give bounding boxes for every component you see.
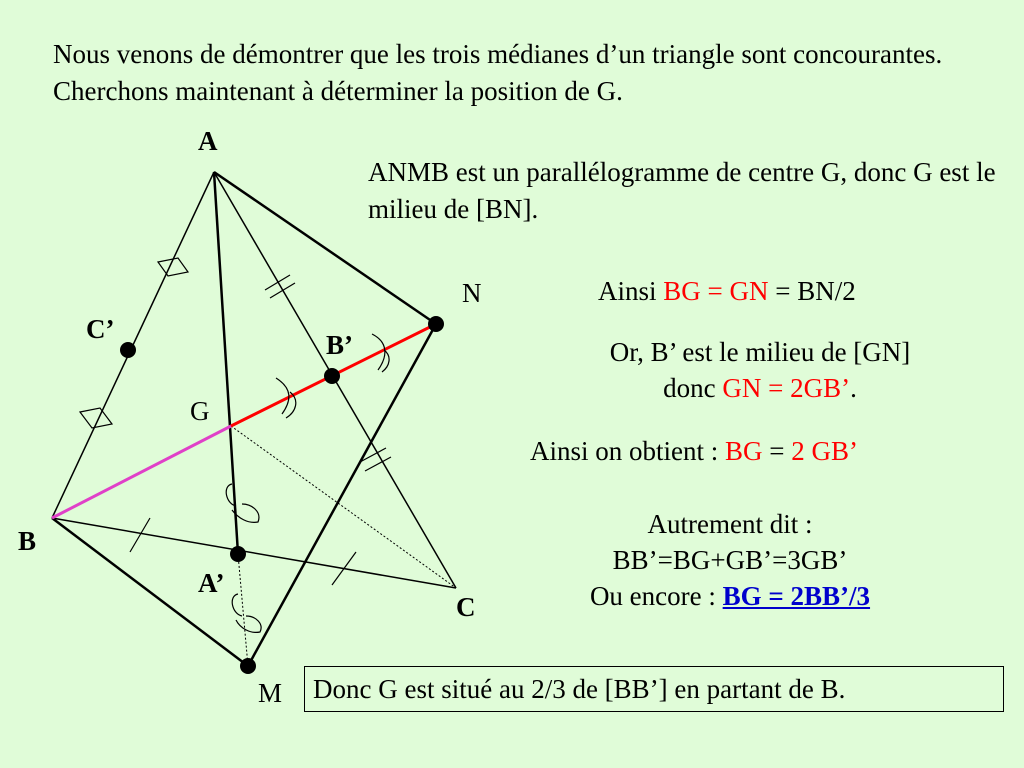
point-b-prime: [324, 368, 340, 384]
donc-suffix: .: [850, 373, 857, 403]
segment-bg: [52, 426, 231, 518]
ou-encore-prefix: Ou encore :: [589, 581, 723, 611]
equals-sign: =: [762, 436, 792, 466]
curve-mark-2: [232, 594, 261, 632]
gn-equality: GN = 2GB’: [722, 373, 851, 403]
side-nm: [248, 324, 436, 666]
two-gb-term: 2 GB’: [791, 436, 858, 466]
bn-half: = BN/2: [768, 276, 856, 306]
label-b-prime: B’: [326, 330, 353, 360]
label-g: G: [190, 396, 210, 426]
g-to-c-dotted: [231, 426, 456, 588]
label-c-prime: C’: [86, 314, 115, 344]
label-m: M: [258, 678, 283, 708]
intro-text: Nous venons de démontrer que les trois médianes d’un triangle sont concourantes. Cherchons maintenant à déterminer la position de G.: [53, 39, 943, 106]
side-bc: [52, 518, 456, 588]
label-a: A: [198, 126, 218, 156]
point-n: [428, 316, 444, 332]
point-m: [240, 658, 256, 674]
parallelogram-text: ANMB est un parallélogramme de centre G, donc G est le milieu de [BN].: [368, 157, 996, 224]
point-c-prime: [120, 342, 136, 358]
autrement-line: Autrement dit :: [647, 509, 813, 539]
label-b: B: [18, 526, 37, 556]
bg-gn-equality: BG = GN: [663, 276, 769, 306]
label-n: N: [462, 278, 482, 308]
label-c: C: [456, 592, 476, 622]
bb-sum-line: BB’=BG+GB’=3GB’: [612, 545, 848, 575]
median-a: [214, 172, 238, 554]
label-a-prime: A’: [198, 568, 225, 598]
or-line: Or, B’ est le milieu de [GN]: [609, 337, 911, 367]
side-an: [214, 172, 436, 324]
ainsi-prefix: Ainsi: [598, 276, 664, 306]
donc-prefix: donc: [663, 373, 723, 403]
curve-mark-1: [226, 484, 259, 522]
point-a-prime: [230, 546, 246, 562]
conclusion-box: Donc G est situé au 2/3 de [BB’] en partant de B.: [304, 666, 1004, 712]
median-a-extension: [238, 554, 248, 666]
tick-bc-2: [332, 552, 356, 585]
bg-term: BG: [725, 436, 763, 466]
bg-result: BG = 2BB’/3: [722, 581, 871, 611]
ainsi-obtient-prefix: Ainsi on obtient :: [530, 436, 725, 466]
equal-length-marks: [80, 258, 391, 632]
